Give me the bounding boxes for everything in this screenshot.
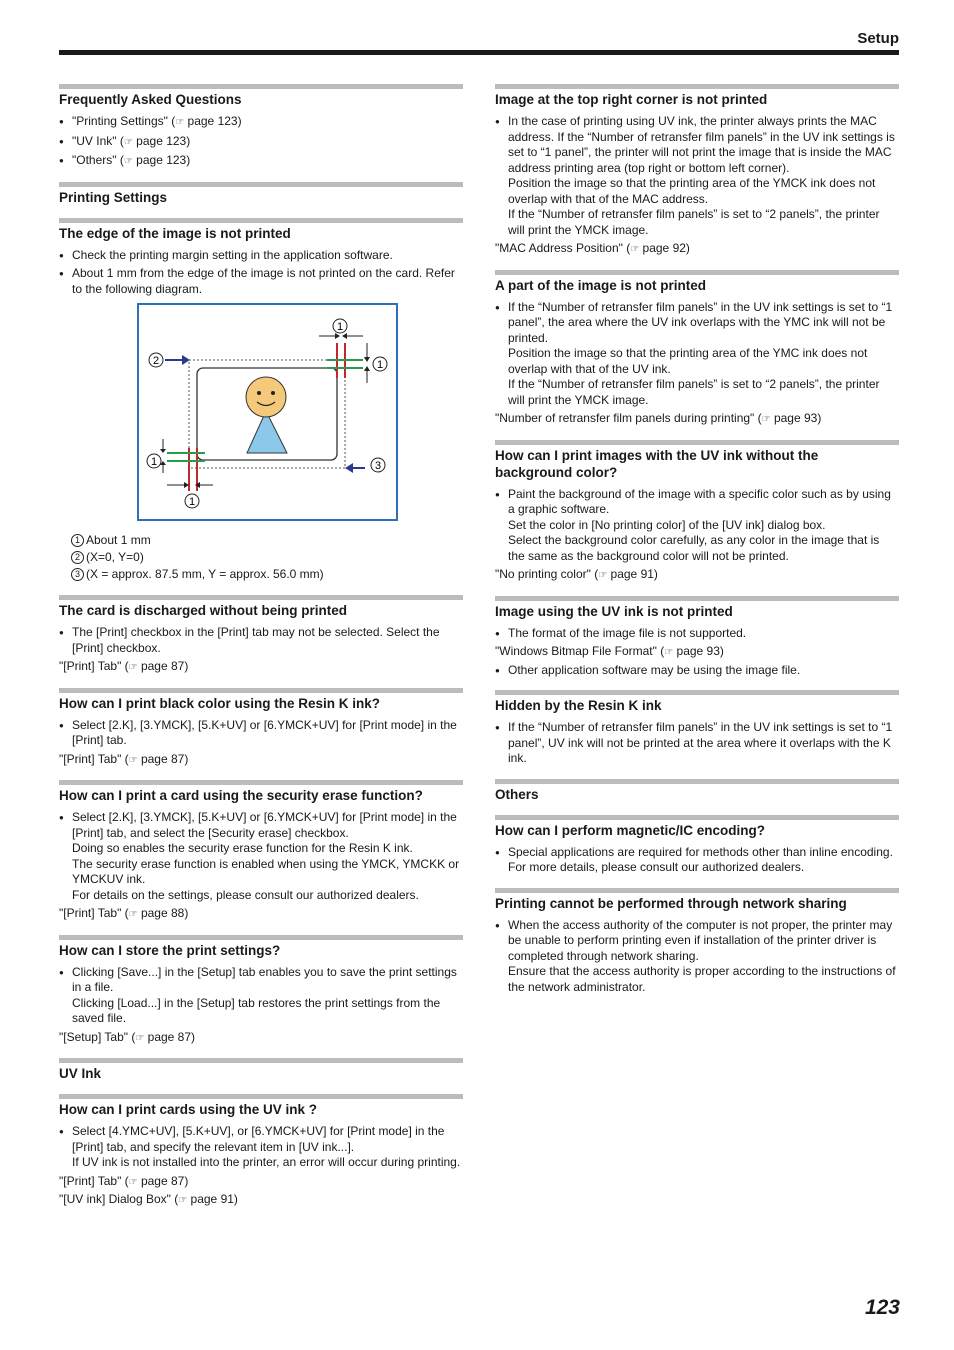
- edge-title: The edge of the image is not printed: [59, 225, 291, 241]
- page-ref-icon: ☞: [630, 244, 640, 255]
- page-link[interactable]: "No printing color" (☞ page 91): [495, 567, 658, 581]
- section-header: Setup: [857, 30, 899, 47]
- page-link[interactable]: "[Print] Tab" (☞ page 87): [59, 1173, 189, 1188]
- network-title: Printing cannot be performed through network sharing: [495, 895, 847, 911]
- diagram-legend: [71, 532, 463, 583]
- background-title: How can I print images with the UV ink without the background color?: [495, 447, 819, 480]
- uv-cards-title: How can I print cards using the UV ink ?: [59, 1102, 318, 1117]
- list-item: ● Check the printing margin setting in the application software.: [59, 248, 463, 264]
- print-margin-diagram: [137, 303, 463, 526]
- page-link[interactable]: "[Print] Tab" (☞ page 88): [59, 906, 189, 920]
- list-item: ● Other application software may be using the image file.: [495, 663, 899, 679]
- list-item: ● Select [2.K], [3.YMCK], [5.K+UV] or [6.YMCK+UV] for [Print mode] in the [Print] tab.: [59, 718, 463, 749]
- printing-settings-title: Printing Settings: [59, 189, 167, 205]
- list-item: ● Paint the background of the image with a specific color such as by using a graphic software. Set the color in [No printing color] of the [UV ink] dialog box. Select the background color carefully, as any color in the image that is the same as the background color will not be printed.: [495, 487, 899, 565]
- part-title: A part of the image is not printed: [495, 277, 707, 293]
- faq-title: Frequently Asked Questions: [59, 92, 242, 107]
- page-ref-icon: ☞: [128, 909, 138, 920]
- header-rule: [59, 50, 899, 55]
- page-ref-icon: ☞: [664, 647, 674, 658]
- margin-diagram-svg: [137, 303, 398, 521]
- store-section: [59, 935, 463, 1047]
- page-ref-icon: ☞: [123, 136, 133, 148]
- page-ref-icon: ☞: [598, 570, 608, 581]
- uv-cards-section: [59, 1094, 463, 1209]
- legend-item: 3 (X = approx. 87.5 mm, Y = approx. 56.0 mm): [71, 566, 463, 583]
- page-ref-icon: ☞: [135, 1032, 145, 1044]
- top-right-section: [495, 84, 899, 258]
- page-ref-icon: ☞: [123, 156, 133, 167]
- page-ref-icon: ☞: [761, 414, 771, 425]
- list-item: ● Special applications are required for methods other than inline encoding. For more details, please consult our authorized dealers.: [495, 845, 899, 876]
- page-ref-icon: ☞: [128, 1176, 138, 1188]
- left-column: [59, 84, 463, 1221]
- callout-3: 3: [374, 460, 382, 472]
- black-section: [59, 688, 463, 769]
- black-title: How can I print black color using the Resin K ink?: [59, 695, 381, 711]
- face-icon: [246, 377, 286, 417]
- page-number: 123: [864, 1296, 900, 1319]
- list-item: ● When the access authority of the computer is not proper, the printer may be unable to perform printing even if installation of the printer driver is completed through network sharing. Ensure that the access authority is proper according to the instructions of the network administrator.: [495, 918, 899, 996]
- uv-ink-title: UV Ink: [59, 1066, 102, 1081]
- top-right-title: Image at the top right corner is not printed: [495, 92, 768, 107]
- edge-section: [59, 218, 463, 584]
- page-link[interactable]: "[UV ink] Dialog Box" (☞ page 91): [59, 1192, 238, 1206]
- magnetic-title: How can I perform magnetic/IC encoding?: [495, 822, 766, 838]
- uv-not-printed-title: Image using the UV ink is not printed: [495, 603, 733, 619]
- callout-1: 1: [150, 456, 158, 468]
- page-link[interactable]: "Windows Bitmap File Format" (☞ page 93): [495, 644, 724, 658]
- part-section: [495, 270, 899, 428]
- page-link[interactable]: "[Print] Tab" (☞ page 87): [59, 751, 189, 766]
- resin-title: Hidden by the Resin K ink: [495, 698, 662, 713]
- list-item: ● The format of the image file is not supported.: [495, 626, 899, 642]
- network-section: [495, 888, 899, 996]
- legend-item: 1 About 1 mm: [71, 532, 463, 549]
- list-item: ● About 1 mm from the edge of the image is not printed on the card. Refer to the following diagram.: [59, 266, 463, 297]
- resin-section: [495, 690, 899, 767]
- faq-section: [59, 84, 463, 170]
- right-column: [495, 84, 899, 1007]
- legend-item: 2 (X=0, Y=0): [71, 549, 463, 566]
- page-ref-icon: ☞: [128, 754, 138, 766]
- page-link[interactable]: "Number of retransfer film panels during printing" (☞ page 93): [495, 411, 822, 425]
- list-item: ● The [Print] checkbox in the [Print] tab may not be selected. Select the [Print] checkbox.: [59, 625, 463, 656]
- callout-1: 1: [376, 359, 384, 371]
- uv-ink-section: [59, 1058, 463, 1082]
- background-section: [495, 440, 899, 584]
- uv-not-printed-section: [495, 596, 899, 679]
- faq-link-uv-ink[interactable]: ● "UV Ink" (☞ page 123): [59, 134, 463, 151]
- security-title: How can I print a card using the security erase function?: [59, 788, 423, 803]
- page-link[interactable]: "[Print] Tab" (☞ page 87): [59, 659, 189, 673]
- callout-2: 2: [152, 355, 160, 367]
- list-item: ● Select [4.YMC+UV], [5.K+UV], or [6.YMCK+UV] for [Print mode] in the [Print] tab, and specify the relevant item in [UV ink...]. If UV ink is not installed into the printer, an error will occur during printing.: [59, 1124, 463, 1171]
- callout-1: 1: [188, 496, 196, 508]
- store-title: How can I store the print settings?: [59, 942, 281, 958]
- list-item: ● In the case of printing using UV ink, the printer always prints the MAC address. If the “Number of retransfer film panels” in the UV ink settings is set to “1 panel”, the printer will not print the image that is inside the MAC address printing area (top right or bottom left corner). Position the image so that the printing area of the YMCK ink does not overlap with that of the MAC address. If the “Number of retransfer film panels” is set to “2 panels”, the printer will print the YMCK image.: [495, 114, 899, 238]
- discharged-title: The card is discharged without being printed: [59, 603, 348, 618]
- list-item: ● If the “Number of retransfer film panels” in the UV ink settings is set to “1 panel”, UV ink will not be printed at the area where it overlaps with the K ink.: [495, 720, 899, 767]
- security-section: [59, 780, 463, 923]
- page-ref-icon: ☞: [178, 1195, 188, 1206]
- list-item: ● Select [2.K], [3.YMCK], [5.K+UV] or [6.YMCK+UV] for [Print mode] in the [Print] tab, and select the [Security erase] checkbox. Doing so enables the security erase function for the Resin K ink. The security erase function is enabled when using the YMCK, YMCKK or YMCKUV ink. For details on the settings, please consult our authorized dealers.: [59, 810, 463, 903]
- list-item: ● If the “Number of retransfer film panels” in the UV ink settings is set to “1 panel”, the area where the UV ink overlaps with the YMC ink will not be printed. Position the image so that the printing area of the YMC ink does not overlap with that of the UV ink. If the “Number of retransfer film panels” is set to “2 panels”, the printer will print the YMCK image.: [495, 300, 899, 409]
- faq-link-printing-settings[interactable]: ● "Printing Settings" (☞ page 123): [59, 114, 463, 131]
- faq-link-others[interactable]: ● "Others" (☞ page 123): [59, 153, 463, 170]
- magnetic-section: [495, 815, 899, 876]
- discharged-section: [59, 595, 463, 676]
- page-link[interactable]: "[Setup] Tab" (☞ page 87): [59, 1029, 196, 1044]
- page-ref-icon: ☞: [175, 117, 185, 128]
- others-title: Others: [495, 786, 539, 802]
- list-item: ● Clicking [Save...] in the [Setup] tab enables you to save the print settings in a file. Clicking [Load...] in the [Setup] tab restores the print settings from the saved file.: [59, 965, 463, 1027]
- callout-1: 1: [336, 321, 344, 333]
- others-section: [495, 779, 899, 803]
- page-ref-icon: ☞: [128, 662, 138, 673]
- page-link[interactable]: "MAC Address Position" (☞ page 92): [495, 241, 690, 255]
- printing-settings-section: [59, 182, 463, 206]
